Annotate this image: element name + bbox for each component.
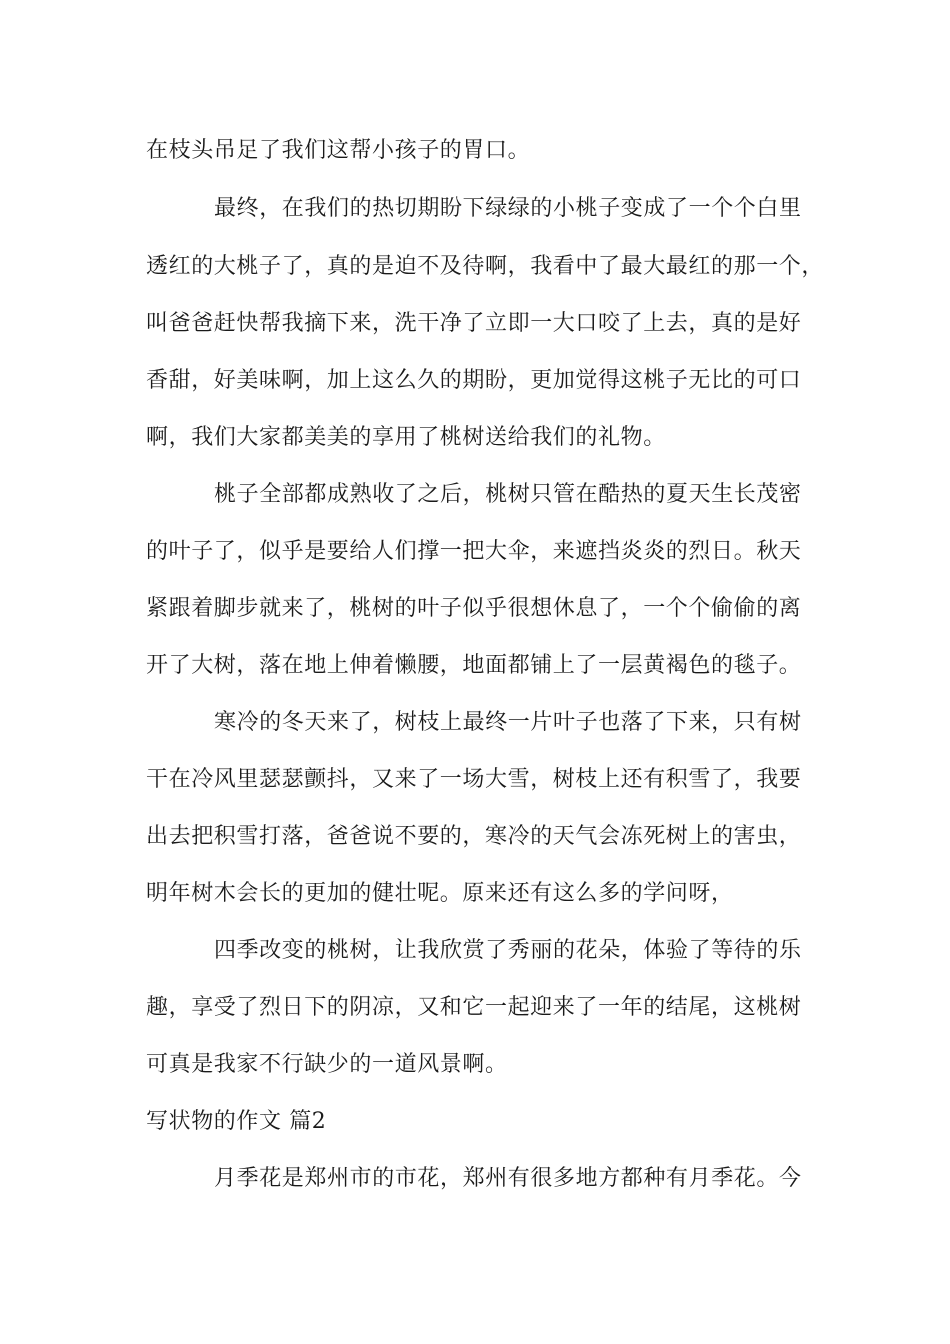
text-line: 紧跟着脚步就来了，桃树的叶子似乎很想休息了，一个个偷偷的离 [146,596,802,621]
text-line: 的叶子了，似乎是要给人们撑一把大伞，来遮挡炎炎的烈日。秋天 [146,539,802,564]
paragraph-first-line: 最终，在我们的热切期盼下绿绿的小桃子变成了一个个白里 [214,196,802,221]
paragraph-first-line: 寒冷的冬天来了，树枝上最终一片叶子也落了下来，只有树 [214,710,802,735]
text-line: 出去把积雪打落，爸爸说不要的，寒冷的天气会冻死树上的害虫， [146,824,802,849]
text-line: 透红的大桃子了，真的是迫不及待啊，我看中了最大最红的那一个， [146,254,825,279]
text-line: 明年树木会长的更加的健壮呢。原来还有这么多的学问呀， [146,881,734,906]
paragraph-first-line: 桃子全部都成熟收了之后，桃树只管在酷热的夏天生长茂密 [214,482,802,507]
text-line: 啊，我们大家都美美的享用了桃树送给我们的礼物。 [146,425,666,450]
text-line: 香甜，好美味啊，加上这么久的期盼，更加觉得这桃子无比的可口 [146,368,802,393]
text-line: 开了大树，落在地上伸着懒腰，地面都铺上了一层黄褐色的毯子。 [146,653,802,678]
section-heading: 写状物的作文 篇2 [146,1109,327,1134]
paragraph-first-line: 月季花是郑州市的市花，郑州有很多地方都种有月季花。今 [214,1166,802,1191]
text-line: 干在冷风里瑟瑟颤抖，又来了一场大雪，树枝上还有积雪了，我要 [146,767,802,792]
text-line: 在枝头吊足了我们这帮小孩子的胃口。 [146,138,531,163]
text-line: 可真是我家不行缺少的一道风景啊。 [146,1052,508,1077]
text-line: 叫爸爸赶快帮我摘下来，洗干净了立即一大口咬了上去，真的是好 [146,311,802,336]
paragraph-first-line: 四季改变的桃树，让我欣赏了秀丽的花朵，体验了等待的乐 [214,938,802,963]
text-line: 趣，享受了烈日下的阴凉，又和它一起迎来了一年的结尾，这桃树 [146,995,802,1020]
